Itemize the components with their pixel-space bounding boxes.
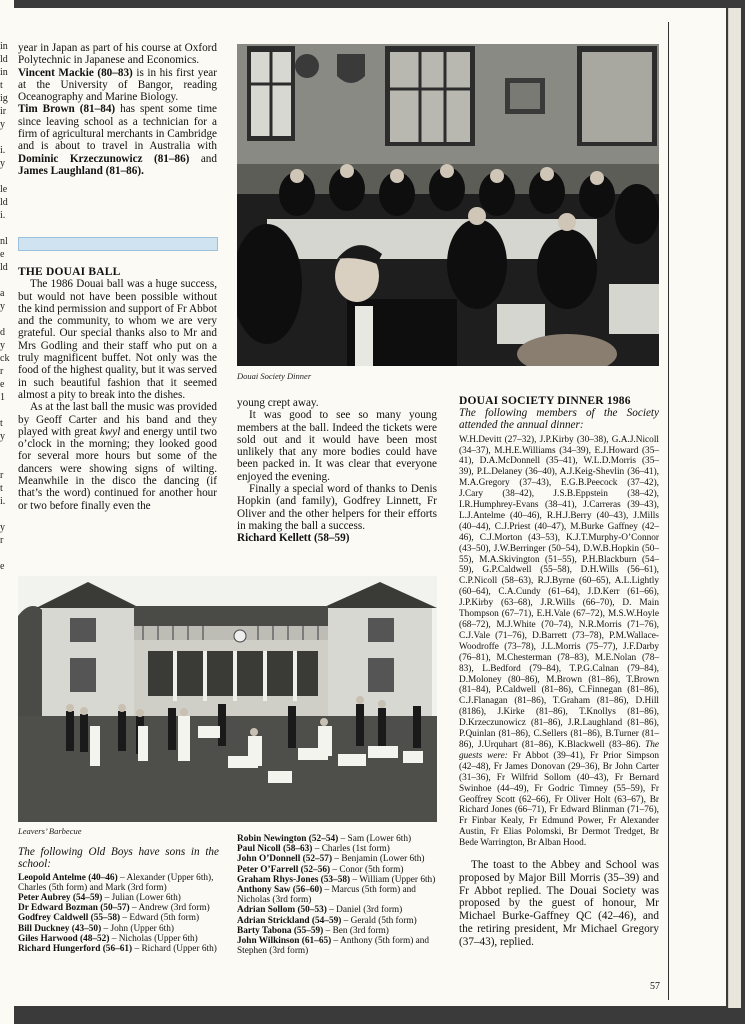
sons-entry: [237, 875, 437, 885]
sons-detail: – Anthony (5th form) and Stephen (3rd form): [237, 936, 430, 957]
sons-detail: – Julian (Lower 6th): [102, 893, 181, 903]
sons-entries-right: [237, 834, 437, 956]
old-boy-name: Bill Duckney (43–50): [18, 923, 102, 934]
barbecue-photo-caption: Leavers’ Barbecue: [18, 826, 82, 836]
sons-detail: – Nicholas (Upper 6th): [109, 933, 198, 944]
sons-entry: [18, 873, 219, 893]
sons-detail: – Benjamin (Lower 6th): [332, 854, 425, 865]
sons-detail: – Sam (Lower 6th): [338, 834, 412, 844]
old-boy-name: John Wilkinson (61–65): [237, 936, 332, 947]
sons-entry: [237, 936, 437, 956]
old-boy-name: Godfrey Caldwell (55–58): [18, 913, 121, 924]
vincent-text: is in his first year at the University of Bangor, reading Oceanography and Marine Biology.: [18, 66, 217, 104]
tim-text: has spent some time since leaving school as a technician for a firm of agricultural merchants in Cambridge and is about to travel in Australia with: [18, 103, 217, 153]
dinner-members-list: [459, 435, 659, 849]
ball-p2-part-a: As at the last ball the music was provided by Geoff Carter and his band and they played with great: [18, 401, 217, 438]
column-1: [18, 42, 217, 177]
sons-detail: – Marcus (5th form) and Nicholas (3rd form): [237, 885, 416, 906]
dinner-article: [459, 395, 659, 949]
toast-paragraph: The toast to the Abbey and School was proposed by Major Bill Morris (35–39) and Fr Abbot replied. The Douai Society was proposed by the guest of honour, Mr Michael Burke-Gaffney QC (42–46), and the retiring president, Mr Michael Gregory (37–43), replied.: [459, 859, 659, 948]
sons-entry: [18, 924, 219, 934]
sons-list-left: [18, 846, 219, 954]
sons-list-right: [237, 834, 437, 956]
guests-text: Fr Abbot (39–41), Fr Prior Simpson (42–48), Fr James Donovan (29–36), Br John Carter (31–36), Fr Wilfrid Sollom (40–43), Fr Bernard Swinhoe (44–49), Fr Godric Timney (55–59), Fr Geoffrey Scott (62–66), Fr Oliver Holt (63–67), Br Richard Jones (66–71), Fr Edward Blinman (71–76), Fr Finbar Kealy, Fr Edmund Power, Fr Alexander Austin, Fr Elias Polomski, Br Dermot Tredget, Br Bede Warrington, Br Alban Hood.: [459, 750, 659, 849]
old-boy-name: Adrian Strickland (54–59): [237, 915, 342, 926]
old-boy-name: Barty Tabona (55–59): [237, 925, 324, 936]
old-boy-name: Graham Rhys-Jones (53–58): [237, 874, 351, 885]
dinner-photo-caption: Douai Society Dinner: [237, 371, 312, 381]
ball-p2-part-b: and energy until two o’clock in the morning; they looked good for several more hours but some of the dancers were showing signs of wilting. Meanwhile in the disco the dancing (if that’s the word) continued for another hour or two before finally even the: [18, 425, 217, 512]
ball-paragraph-1: The 1986 Douai ball was a huge success, but would not have been possible without the kind permission and support of Fr Abbot and the community, to whom we are very grateful. Our special thanks also to Mr and Mrs Godling and their staff who put on a truly magnificent buffet. Not only was the food of the highest quality, but it was served in such beautiful fashion that it seemed almost a pity to break into the dishes.: [18, 278, 217, 401]
ball-paragraph-2: [18, 401, 217, 512]
and-word: and: [189, 152, 217, 165]
old-boy-name: Peter Aubrey (54–59): [18, 893, 103, 903]
old-boy-name: Giles Harwood (48–52): [18, 933, 110, 944]
sons-detail: – Andrew (3rd form): [129, 903, 210, 914]
douai-ball-article: [18, 266, 217, 512]
sons-entry: [18, 893, 219, 903]
old-boy-name: Peter O’Farrell (52–56): [237, 864, 331, 875]
sons-detail: – Daniel (3rd form): [326, 905, 403, 916]
sons-entry: [18, 913, 219, 923]
article-signature: Richard Kellett (58–59): [237, 532, 350, 545]
guests-label: The guests were:: [459, 739, 660, 761]
dominic-name: Dominic Krzeczunowicz (81–86): [18, 152, 190, 165]
vincent-name: Vincent Mackie (80–83): [18, 66, 133, 79]
sons-entry: [237, 834, 437, 844]
old-boy-name: Richard Hungerford (56–61): [18, 944, 133, 955]
sons-entry: [237, 865, 437, 875]
members-text: W.H.Devitt (27–32), J.P.Kirby (30–38), G.A.J.Nicoll (34–37), M.H.E.Williams (34–39), E.J.Howard (35–41), D.A.McDonnell (35–41), W.L.D.Morris (35–39), P.L.Delaney (36–40), A.J.Keig-Shevlin (36–41), M.A.Gregory (37–43), E.G.B.Peecock (37–42), J.Cary (38–42), J.S.B.Eppstein (38–42), I.R.Humphrey-Evans (38–41), J.Carreras (39–43), L.J.Antelme (40–46), R.H.J.Berry (40–43), J.Mills (40–44), C.J.Priest (40–47), M.Burke Gaffney (42–46), C.J.Morton (43–53), K.J.T.Murphy-O’Connor (43–50), J.W.Berringer (50–54), D.W.B.Hopkin (50–55), M.A.Skivington (51–55), P.H.Blackburn (54–59), G.P.Caldwell (55–58), D.H.Wills (56–61), C.P.Nicoll (58–63), R.J.Byrne (60–65), A.L.Lightly (60–64), C.A.Cundy (61–64), J.D.Kerr (61–66), J.P.Kirby (63–68), J.R.Wills (66–70), D. Main Thompson (67–71), E.H.Vale (67–72), M.S.W.Hoyle (68–72), M.J.White (70–74), N.R.Morris (71–76), C.J.Vale (71–76), D.Barrett (73–78), P.M.Wallace-Woodroffe (73–78), J.L.Morris (75–77), J.F.Darby (76–81), M.Chesterman (78–83), M.E.Nolan (78–83), L.Bedford (79–84), T.P.G.Calnan (79–84), D.Moloney (80–86), M.Brown (81–86), T.Brown (81–84), P.Caldwell (81–86), C.Finnegan (81–86), C.J.Flanagan (81–86), T.Graham (81–86), D.Hill (8186), J.Kirke (81–86), T.Knollys (81–86), D.Krzeczunowicz (81–86), J.R.Laughland (81–86), P.Quinlan (81–86), C.Sellers (81–86), B.Turner (81–86), J.Urquhart (81–86), K.Blackwell (83–86).: [459, 434, 659, 750]
sons-detail: – Charles (1st form): [312, 844, 390, 855]
column-rule: [668, 22, 669, 1000]
facing-page-edge: [0, 0, 14, 1024]
barbecue-photo-illustration: [18, 576, 437, 822]
sons-entry: [18, 944, 219, 954]
sons-entry: [237, 916, 437, 926]
old-boy-name: Dr Edward Bozman (50–57): [18, 903, 130, 914]
old-boy-name: Robin Newington (52–54): [237, 834, 339, 844]
sons-entries-left: [18, 873, 219, 955]
sons-detail: – Richard (Upper 6th): [132, 944, 217, 955]
dinner-photo-illustration: [237, 44, 659, 366]
old-boy-name: Anthony Saw (56–60): [237, 885, 323, 896]
sons-entry: [237, 905, 437, 915]
old-boy-name: John O’Donnell (52–57): [237, 854, 333, 865]
dinner-heading: DOUAI SOCIETY DINNER 1986: [459, 395, 631, 407]
sons-intro: The following Old Boys have sons in the school:: [18, 846, 219, 871]
sons-detail: – Gerald (5th form): [341, 915, 417, 926]
magazine-page: [14, 8, 726, 1006]
douai-ball-heading: THE DOUAI BALL: [18, 266, 121, 278]
dinner-intro: The following members of the Society attended the annual dinner:: [459, 407, 659, 432]
vincent-paragraph: [18, 67, 217, 104]
ball-continuation-2: It was good to see so many young members at the ball. Indeed the tickets were sold out and it would have been most unlikely that any more bodies could have been packed in. It was clear that everyone enjoyed the evening.: [237, 409, 437, 483]
sons-entry: [237, 854, 437, 864]
section-divider-bar: [18, 237, 218, 251]
sons-detail: – John (Upper 6th): [101, 923, 174, 934]
ball-continuation-3: Finally a special word of thanks to Denis Hopkin (and family), Godfrey Linnett, Fr Oliver and the other helpers for their efforts in making the ball a success.: [237, 483, 437, 532]
sons-entry: [237, 844, 437, 854]
sons-detail: – Alexander (Upper 6th), Charles (5th form) and Mark (3rd form): [18, 872, 214, 893]
sons-detail: – Ben (3rd form): [323, 925, 389, 936]
old-boy-name: Adrian Sollom (50–53): [237, 905, 327, 916]
sons-detail: – Conor (5th form): [330, 864, 404, 875]
douai-society-dinner-photo: [237, 44, 659, 366]
sons-detail: – William (Upper 6th): [350, 874, 436, 885]
tim-name: Tim Brown (81–84): [18, 103, 116, 116]
ball-continuation-1: young crept away.: [237, 397, 319, 409]
intro-paragraph: year in Japan as part of his course at Oxford Polytechnic in Japanese and Economics.: [18, 42, 217, 67]
sons-entry: [237, 885, 437, 905]
column-2-continuation: [237, 397, 437, 545]
leavers-barbecue-photo: [18, 576, 437, 822]
james-name: James Laughland (81–86).: [18, 164, 144, 177]
sons-entry: [18, 934, 219, 944]
sons-entry: [237, 926, 437, 936]
old-boy-name: Paul Nicoll (58–63): [237, 844, 313, 855]
ball-p2-italic: kwyl: [99, 425, 121, 438]
sons-detail: – Edward (5th form): [120, 913, 200, 924]
page-edge: [728, 8, 741, 1008]
page-number: 57: [650, 981, 660, 992]
sons-entry: [18, 903, 219, 913]
old-boy-name: Leopold Antelme (40–46): [18, 872, 118, 883]
tim-paragraph: [18, 103, 217, 177]
facing-page-text-fragments: in ld in t ig ir y i. y le ld i. nl e ld a y d y ck r e 1 t y r t i. y r e: [0, 41, 10, 572]
